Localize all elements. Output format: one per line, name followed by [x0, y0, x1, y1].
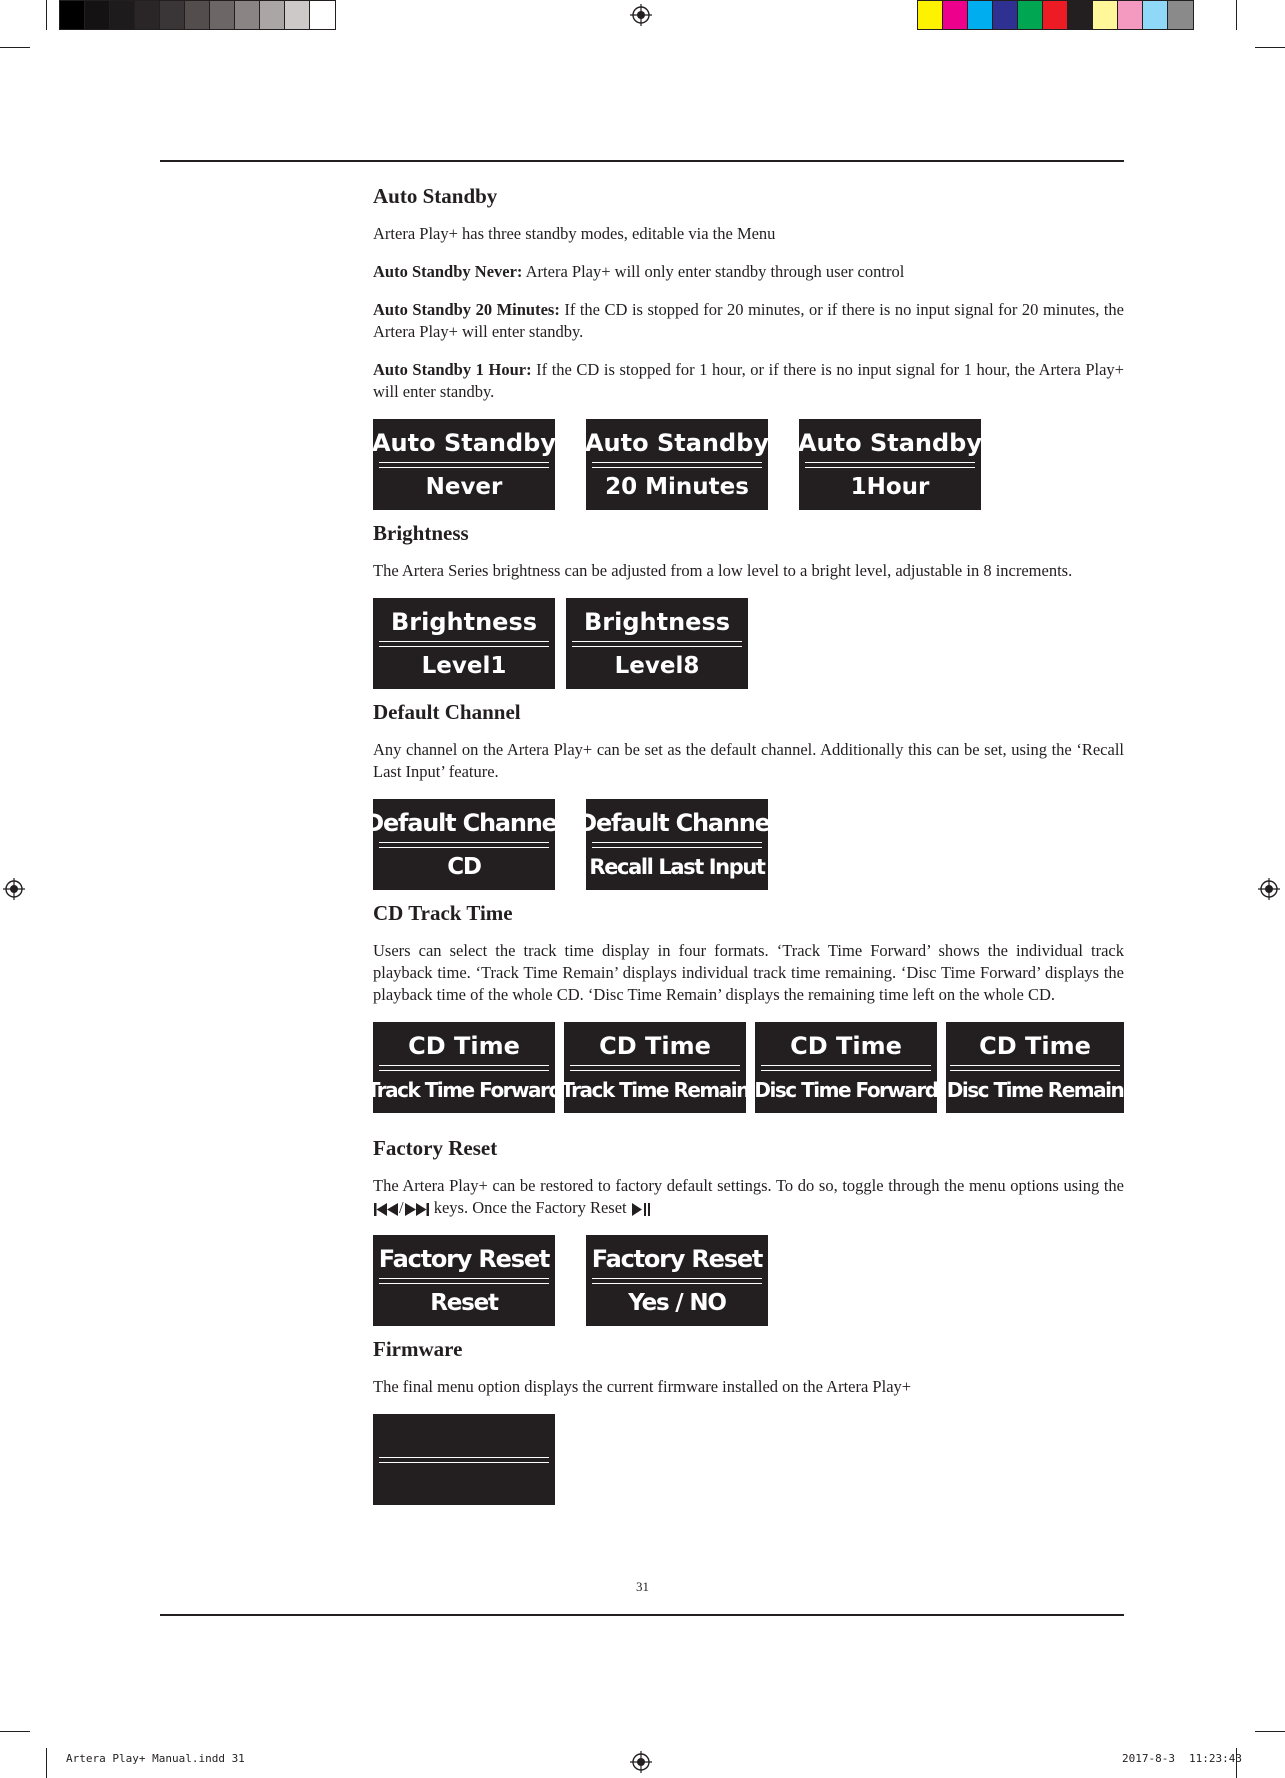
- section-heading-factory-reset: Factory Reset: [373, 1136, 498, 1160]
- bold-label: Auto Standby Never:: [373, 262, 523, 281]
- color-swatch: [993, 1, 1018, 29]
- crop-mark: [1236, 0, 1237, 30]
- play-pause-icon: [631, 1202, 651, 1217]
- color-swatch: [185, 1, 210, 29]
- auto-standby-20-paragraph: [373, 299, 1124, 343]
- display-screen: [946, 1022, 1124, 1113]
- color-swatch: [1018, 1, 1043, 29]
- section-heading-cd-track-time: CD Track Time: [373, 901, 513, 925]
- page-content: [364, 183, 1124, 1515]
- color-swatch: [210, 1, 235, 29]
- crop-mark: [1255, 1731, 1285, 1732]
- section-heading-auto-standby: Auto Standby: [373, 184, 498, 208]
- display-line-1: Auto Standby: [797, 428, 983, 457]
- brightness-paragraph: The Artera Series brightness can be adjusted from a low level to a bright level, adjustable in 8 increments.: [373, 561, 1073, 580]
- slug-file: Artera Play+ Manual.indd 31: [66, 1752, 245, 1765]
- color-swatch: [235, 1, 260, 29]
- display-divider: [379, 462, 549, 468]
- display-divider: [379, 1457, 549, 1463]
- page-number: 31: [636, 1579, 649, 1594]
- section-heading-default-channel: Default Channel: [373, 700, 521, 724]
- color-swatch: [1143, 1, 1168, 29]
- display-line-2: Track Time Remain: [561, 1077, 749, 1102]
- registration-mark-icon: [1258, 878, 1280, 900]
- display-line-2: Recall Last Input: [589, 854, 765, 879]
- color-swatch: [160, 1, 185, 29]
- crop-mark: [1255, 47, 1285, 48]
- display-line-1: Factory Reset: [591, 1244, 763, 1273]
- color-swatch: [110, 1, 135, 29]
- display-screen-firmware: [373, 1414, 555, 1505]
- display-screens-cd-time: [366, 1022, 1124, 1113]
- display-divider: [379, 1278, 549, 1284]
- display-line-2: Disc Time Remain: [946, 1077, 1124, 1102]
- paragraph-text: keys. Once the Factory Reset: [433, 1198, 627, 1217]
- color-swatch: [285, 1, 310, 29]
- display-screens-auto-standby: [373, 419, 1124, 510]
- display-line-2: 20 Minutes: [605, 473, 749, 500]
- display-line-2: Reset: [430, 1289, 498, 1316]
- display-screen: [373, 1235, 555, 1326]
- display-line-1: Factory Reset: [378, 1244, 550, 1273]
- display-divider: [592, 1278, 762, 1284]
- bottom-rule: [160, 1614, 1124, 1616]
- color-swatch: [310, 1, 335, 29]
- firmware-paragraph: The final menu option displays the current firmware installed on the Artera Play+: [373, 1377, 912, 1396]
- auto-standby-intro: Artera Play+ has three standby modes, editable via the Menu: [373, 224, 776, 243]
- section-heading-brightness: Brightness: [373, 521, 469, 545]
- slug-date: 2017-8-3: [1122, 1752, 1175, 1765]
- skip-next-icon: [404, 1202, 430, 1217]
- display-divider: [570, 1065, 740, 1071]
- display-line-1: CD Time: [979, 1031, 1091, 1060]
- display-line-2: CD: [447, 853, 481, 880]
- display-screen: [366, 1022, 562, 1113]
- slash-separator: /: [399, 1198, 404, 1217]
- display-screen: [586, 419, 768, 510]
- color-swatch: [1118, 1, 1143, 29]
- paragraph-text: If the CD is stopped for 1 hour, or if there is no input signal for 1 hour, the Artera Play+ will enter standby.: [373, 360, 1124, 401]
- color-swatch: [85, 1, 110, 29]
- display-screen: [586, 1235, 768, 1326]
- slug-time: 11:23:43: [1189, 1752, 1242, 1765]
- display-divider: [379, 1065, 549, 1071]
- display-screen: [373, 419, 555, 510]
- display-screen: [755, 1022, 937, 1113]
- display-screen: [566, 598, 748, 689]
- display-screens-firmware: [373, 1414, 1124, 1505]
- crop-mark: [46, 1748, 47, 1778]
- auto-standby-never-paragraph: [373, 261, 1124, 283]
- display-divider: [950, 1065, 1120, 1071]
- paragraph-text: Artera Play+ will only enter standby through user control: [522, 262, 905, 281]
- color-swatch: [918, 1, 943, 29]
- display-line-1: CD Time: [408, 1031, 520, 1060]
- factory-reset-paragraph: [373, 1175, 1124, 1219]
- top-rule: [160, 160, 1124, 162]
- crop-mark: [46, 0, 47, 30]
- default-channel-paragraph: Any channel on the Artera Play+ can be set as the default channel. Additionally this can be set, using the ‘Recall Last Input’ feature.: [373, 740, 1124, 781]
- display-line-1: Default Channel: [364, 808, 564, 837]
- display-line-2: Disc Time Forward: [754, 1077, 938, 1102]
- color-swatch: [260, 1, 285, 29]
- skip-previous-icon: [373, 1202, 399, 1217]
- display-line-1: Auto Standby: [584, 428, 770, 457]
- color-swatch: [1168, 1, 1193, 29]
- color-swatch: [943, 1, 968, 29]
- display-divider: [805, 462, 975, 468]
- crop-mark: [0, 47, 30, 48]
- auto-standby-hour-paragraph: [373, 359, 1124, 403]
- registration-mark-icon: [630, 4, 652, 26]
- display-screen: [799, 419, 981, 510]
- display-line-2: Track Time Forward: [366, 1077, 562, 1102]
- color-swatch: [135, 1, 160, 29]
- display-line-2: Yes / NO: [628, 1289, 726, 1316]
- color-swatch: [1043, 1, 1068, 29]
- display-line-2: 1Hour: [850, 473, 930, 500]
- cd-track-time-paragraph: Users can select the track time display in four formats. ‘Track Time Forward’ shows the individual track playback time. ‘Track Time Remain’ displays individual track time remaining. ‘Disc Time Forward’ displays the playback time of the whole CD. ‘Disc Time Remain’ displays the remaining time left on the whole CD.: [373, 941, 1124, 1004]
- display-screen: [577, 799, 777, 890]
- display-divider: [379, 842, 549, 848]
- bold-label: Auto Standby 1 Hour:: [373, 360, 532, 379]
- display-screens-factory-reset: [373, 1235, 1124, 1326]
- section-heading-firmware: Firmware: [373, 1337, 463, 1361]
- paragraph-text: The Artera Play+ can be restored to factory default settings. To do so, toggle through the menu options using the: [373, 1176, 1124, 1195]
- display-screen: [373, 598, 555, 689]
- display-divider: [572, 641, 742, 647]
- registration-mark-icon: [3, 878, 25, 900]
- color-swatch: [968, 1, 993, 29]
- display-divider: [379, 641, 549, 647]
- bold-label: Auto Standby 20 Minutes:: [373, 300, 560, 319]
- display-line-1: Brightness: [390, 607, 538, 636]
- display-line-1: Default Channel: [577, 808, 777, 837]
- color-swatch: [60, 1, 85, 29]
- display-line-1: Auto Standby: [371, 428, 557, 457]
- display-line-1: Brightness: [583, 607, 731, 636]
- paragraph-text: If the CD is stopped for 20 minutes, or if there is no input signal for 20 minutes, the Artera Play+ will enter standby.: [373, 300, 1124, 341]
- display-line-2: Level8: [614, 652, 700, 679]
- display-screen: [561, 1022, 749, 1113]
- display-divider: [761, 1065, 931, 1071]
- color-swatch: [1093, 1, 1118, 29]
- crop-mark: [0, 1731, 30, 1732]
- display-screen: [364, 799, 564, 890]
- display-line-1: CD Time: [599, 1031, 711, 1060]
- display-line-2: Never: [425, 473, 503, 500]
- display-divider: [592, 842, 762, 848]
- display-line-1: CD Time: [790, 1031, 902, 1060]
- color-swatch: [1068, 1, 1093, 29]
- color-calibration-bar: [917, 0, 1194, 30]
- grayscale-calibration-bar: [59, 0, 336, 30]
- display-divider: [592, 462, 762, 468]
- display-line-2: Level1: [421, 652, 507, 679]
- registration-mark-icon: [630, 1751, 652, 1773]
- display-screens-brightness: [373, 598, 1124, 689]
- display-screens-default-channel: [364, 799, 1124, 890]
